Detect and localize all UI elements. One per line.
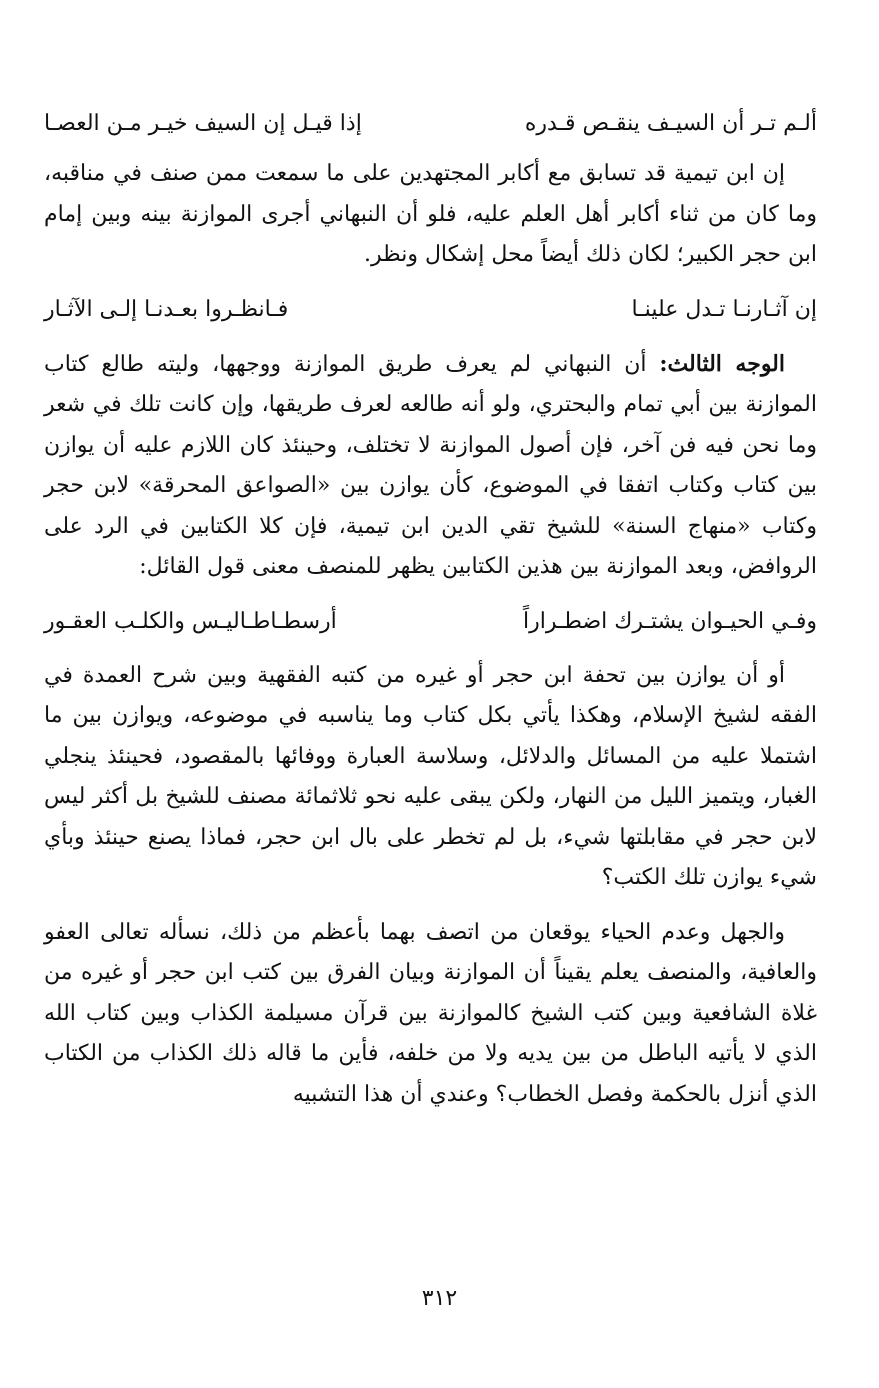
paragraph-2-text: أن النبهاني لم يعرف طريق الموازنة ووجهها، وليته طالع كتاب الموازنة بين أبي تمام والبحتري، ولو أنه طالعه لعرف طريقها، وإن كانت تلك في شعر وما نحن فيه فن آخر، فإن أصول الموازنة لا تختلف، وحينئذ كان اللازم عليه أن يوازن بين كتاب وكتاب اتفقا في الموضوع، كأن يوازن بين «الصواعق المحرقة» لابن حجر وكتاب «منهاج السنة» للشيخ تقي الدين ابن تيمية، فإن كلا الكتابين في الرد على الروافض، وبعد الموازنة بين هذين الكتابين يظهر للمنصف معنى قول القائل:	[44, 351, 817, 579]
verse-1-first-hemistich: ألـم تـر أن السيـف ينقـص قـدره	[524, 111, 817, 136]
paragraph-1: إن ابن تيمية قد تسابق مع أكابر المجتهدين على ما سمعت ممن صنف في مناقبه، وما كان من ثناء أكابر أهل العلم عليه، فلو أن النبهاني أجرى الموازنة بينه وبين إمام ابن حجر الكبير؛ لكان ذلك أيضاً محل إشكال ونظر.	[44, 161, 817, 267]
paragraph-2	[44, 344, 817, 588]
verse-3	[44, 602, 817, 642]
verse-2	[44, 290, 817, 330]
verse-2-second-hemistich: فـانظـروا بعـدنـا إلـى الآثـار	[44, 296, 289, 322]
page-number: ٣١٢	[421, 1286, 458, 1311]
verse-1	[44, 104, 817, 144]
page-body	[44, 104, 817, 1115]
verse-3-first-hemistich: وفـي الحيـوان يشتـرك اضطـراراً	[522, 608, 817, 634]
verse-2-first-hemistich: إن آثـارنـا تـدل علينـا	[631, 296, 817, 322]
section-heading: الوجه الثالث:	[659, 350, 786, 377]
verse-3-second-hemistich: أرسطـاطـاليـس والكلـب العقـور	[44, 608, 337, 634]
paragraph-4: والجهل وعدم الحياء يوقعان من اتصف بهما بأعظم من ذلك، نسأله تعالى العفو والعافية، والمنصف يعلم يقيناً أن الموازنة وبيان الفرق بين كتب ابن حجر أو غيره من غلاة الشافعية وبين كتب الشيخ كالموازنة بين قرآن مسيلمة الكذاب وبين كتاب الله الذي لا يأتيه الباطل من بين يديه ولا من خلفه، فأين ما قاله ذلك الكذاب من الكتاب الذي أنزل بالحكمة وفصل الخطاب؟ وعندي أن هذا التشبيه	[44, 919, 817, 1107]
verse-1-second-hemistich: إذا قيـل إن السيف خيـر مـن العصـا	[44, 111, 362, 136]
paragraph-3: أو أن يوازن بين تحفة ابن حجر أو غيره من كتبه الفقهية وبين شرح العمدة في الفقه لشيخ الإسلام، وهكذا يأتي بكل كتاب وما يناسبه في موضوعه، ويوازن بين ما اشتملا عليه من المسائل والدلائل، وسلاسة العبارة ووفائها بالمقصود، فحينئذ ينجلي الغبار، ويتميز الليل من النهار، ولكن يبقى عليه نحو ثلاثمائة مصنف للشيخ بل أكثر ليس لابن حجر في مقابلتها شيء، بل لم تخطر على بال ابن حجر، فماذا يصنع حينئذ وبأي شيء يوازن تلك الكتب؟	[44, 662, 817, 890]
